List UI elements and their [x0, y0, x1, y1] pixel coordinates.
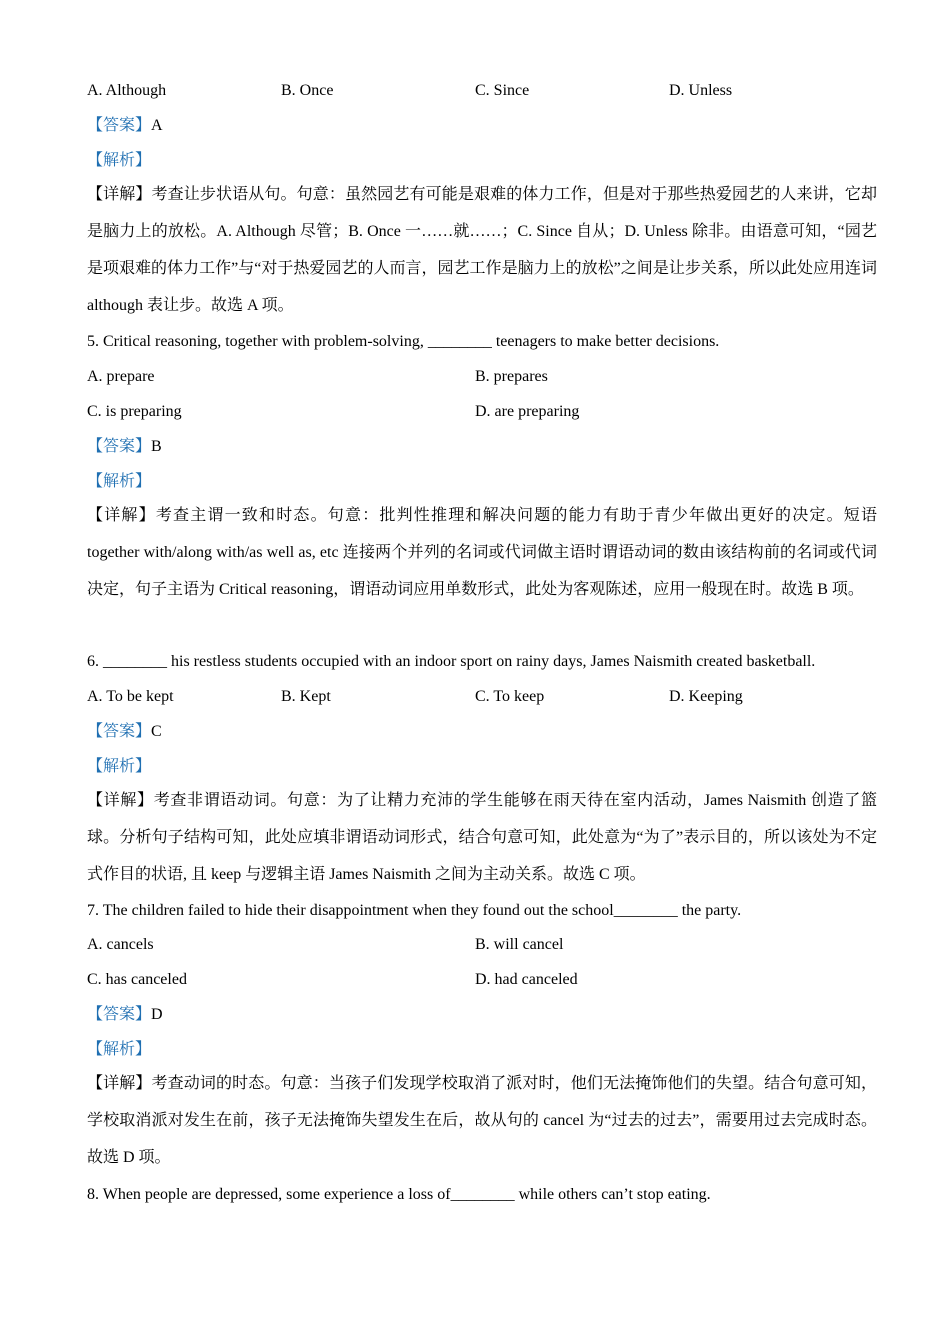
answer-tag: 【答案】 — [87, 723, 152, 740]
analysis-tag: 【解析】 — [87, 1041, 152, 1058]
q5-option-d[interactable]: D. are preparing — [475, 403, 580, 420]
q4-option-c[interactable]: C. Since — [475, 82, 530, 99]
q5-question: 5. Critical reasoning, together with problem-solving, ________ teenagers to make better decisions. — [87, 333, 720, 350]
q6-answer — [87, 722, 880, 742]
q8-question: 8. When people are depressed, some experience a loss of________ while others can’t stop eating. — [87, 1186, 711, 1203]
q5-option-a[interactable]: A. prepare — [87, 368, 155, 385]
q6-option-a[interactable]: A. To be kept — [87, 688, 174, 705]
q4-detail — [87, 176, 877, 324]
answer-tag: 【答案】 — [87, 1006, 152, 1023]
q7-option-a[interactable]: A. cancels — [87, 936, 154, 953]
q4-answer — [87, 116, 880, 136]
q6-option-d[interactable]: D. Keeping — [669, 688, 743, 705]
answer-value: A — [151, 117, 163, 134]
q5-option-c[interactable]: C. is preparing — [87, 403, 182, 420]
q4-option-b[interactable]: B. Once — [281, 82, 334, 99]
detail-tag: 【详解】 — [87, 792, 154, 809]
q7-question: 7. The children failed to hide their disappointment when they found out the school________ the party. — [87, 902, 742, 919]
analysis-tag: 【解析】 — [87, 758, 152, 775]
q6-question: 6. ________ his restless students occupied with an indoor sport on rainy days, James Naismith created basketball. — [87, 653, 816, 670]
q4-option-a[interactable]: A. Although — [87, 82, 167, 99]
q5-option-b[interactable]: B. prepares — [475, 368, 548, 385]
detail-tag: 【详解】 — [87, 1075, 152, 1092]
detail-text: 考查主谓一致和时态。句意：批判性推理和解决问题的能力有助于青少年做出更好的决定。短语 together with/along with/as well as, etc 连接两个并列的名词或代词做主语时谓语动词的数由该结构前的名词或代词决定，句子主语为 Critical reasoning，谓语动词应用单数形式，此处为客观陈述，应用一般现在时。故选 B 项。 — [87, 507, 877, 598]
detail-tag: 【详解】 — [87, 507, 156, 524]
answer-tag: 【答案】 — [87, 117, 152, 134]
detail-text: 考查非谓语动词。句意：为了让精力充沛的学生能够在雨天待在室内活动，James Naismith 创造了篮球。分析句子结构可知，此处应填非谓语动词形式，结合句意可知，此处意为“为了”表示目的，所以该处为不定式作目的状语, 且 keep 与逻辑主语 James Naismith 之间为主动关系。故选 C 项。 — [87, 792, 877, 883]
analysis-tag: 【解析】 — [87, 152, 152, 169]
q7-answer — [87, 1005, 880, 1025]
detail-tag: 【详解】 — [87, 186, 152, 203]
analysis-tag: 【解析】 — [87, 473, 152, 490]
answer-value: D — [151, 1006, 163, 1023]
q7-option-d[interactable]: D. had canceled — [475, 971, 578, 988]
detail-text: 考查动词的时态。句意：当孩子们发现学校取消了派对时，他们无法掩饰他们的失望。结合句意可知，学校取消派对发生在前，孩子无法掩饰失望发生在后，故从句的 cancel 为“过去的过去”，需要用过去完成时态。故选 D 项。 — [87, 1075, 877, 1166]
answer-value: B — [151, 438, 162, 455]
q6-detail — [87, 782, 877, 893]
detail-text: 考查让步状语从句。句意：虽然园艺有可能是艰难的体力工作，但是对于那些热爱园艺的人来讲，它却是脑力上的放松。A. Although 尽管；B. Once 一……就……；C. Since 自从；D. Unless 除非。由语意可知，“园艺是项艰难的体力工作”与“对于热爱园艺的人而言，园艺工作是脑力上的放松”之间是让步关系，所以此处应用连词 although 表让步。故选 A 项。 — [87, 186, 877, 314]
q5-analysis-heading — [87, 472, 880, 492]
q5-answer — [87, 437, 880, 457]
q6-analysis-heading — [87, 757, 880, 777]
q6-option-c[interactable]: C. To keep — [475, 688, 545, 705]
q7-option-b[interactable]: B. will cancel — [475, 936, 564, 953]
q5-detail — [87, 497, 877, 608]
q7-detail — [87, 1065, 877, 1176]
q7-analysis-heading — [87, 1040, 880, 1060]
q4-option-d[interactable]: D. Unless — [669, 82, 733, 99]
answer-value: C — [151, 723, 162, 740]
q4-analysis-heading — [87, 151, 880, 171]
q7-option-c[interactable]: C. has canceled — [87, 971, 187, 988]
answer-tag: 【答案】 — [87, 438, 152, 455]
q6-option-b[interactable]: B. Kept — [281, 688, 331, 705]
